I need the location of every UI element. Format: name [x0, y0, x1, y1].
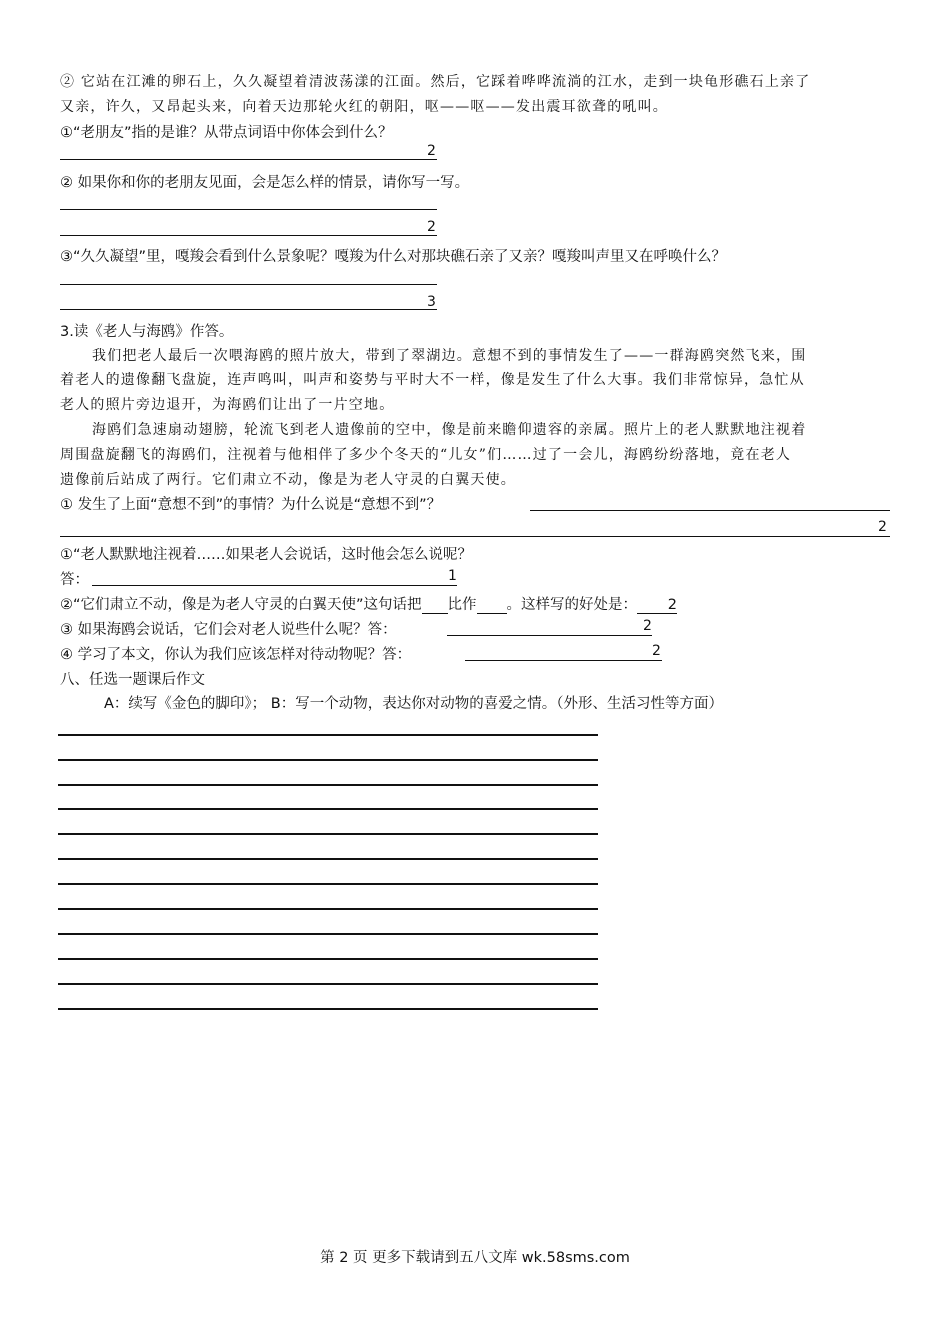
score-mark: 2: [652, 643, 661, 659]
question-part: 。这样写的好处是：: [506, 597, 638, 613]
section-title: 3.读《老人与海鸥》作答。: [60, 324, 234, 340]
answer-line[interactable]: [530, 510, 890, 511]
question-part: ②“它们肃立不动，像是为老人守灵的白翼天使”这句话把: [60, 597, 422, 613]
answer-label: 答：: [60, 572, 89, 588]
answer-line[interactable]: [60, 536, 890, 537]
question-text: [60, 593, 677, 614]
fill-blank[interactable]: [477, 597, 507, 614]
essay-prompt: A：续写《金色的脚印》； B：写一个动物，表达你对动物的喜爱之情。（外形、生活习性等方面）: [104, 696, 723, 712]
question-text: ③“久久凝望”里，嘎羧会看到什么景象呢？嘎羧为什么对那块礁石亲了又亲？嘎羧叫声里又在呼唤什么？: [60, 249, 727, 265]
question-text: ③ 如果海鸥会说话，它们会对老人说些什么呢？答：: [60, 622, 397, 638]
score-mark: 2: [427, 143, 436, 159]
passage-line: 我们把老人最后一次喂海鸥的照片放大，带到了翠湖边。意想不到的事情发生了——一群海鸥突然飞来，围: [92, 348, 807, 364]
essay-line[interactable]: [58, 908, 598, 910]
essay-line[interactable]: [58, 734, 598, 736]
passage-line: 又亲，许久，又昂起头来，向着天边那轮火红的朝阳，呕——呕——发出震耳欲聋的吼叫。: [60, 99, 668, 115]
question-text: ① 发生了上面“意想不到”的事情？为什么说是“意想不到”？: [60, 497, 442, 513]
essay-line[interactable]: [58, 808, 598, 810]
answer-line[interactable]: [60, 235, 437, 236]
question-part: 比作: [447, 597, 477, 613]
essay-line[interactable]: [58, 759, 598, 761]
score-mark: 2: [427, 219, 436, 235]
section-title: 八、任选一题课后作文: [60, 672, 205, 688]
essay-line[interactable]: [58, 1008, 598, 1010]
score-mark: 2: [637, 597, 677, 614]
fill-blank[interactable]: [422, 597, 448, 614]
passage-line: 遗像前后站成了两行。它们肃立不动，像是为老人守灵的白翼天使。: [60, 472, 516, 488]
answer-line[interactable]: [60, 284, 437, 285]
essay-line[interactable]: [58, 858, 598, 860]
answer-line[interactable]: [447, 635, 652, 636]
answer-line[interactable]: [60, 209, 437, 210]
essay-line[interactable]: [58, 883, 598, 885]
question-text: ④ 学习了本文，你认为我们应该怎样对待动物呢？答：: [60, 647, 412, 663]
essay-line[interactable]: [58, 784, 598, 786]
answer-line[interactable]: [60, 159, 437, 160]
question-text: ①“老朋友”指的是谁？从带点词语中你体会到什么？: [60, 125, 393, 141]
score-mark: 2: [878, 519, 887, 535]
score-mark: 3: [427, 294, 436, 310]
essay-line[interactable]: [58, 833, 598, 835]
essay-line[interactable]: [58, 958, 598, 960]
question-text: ② 如果你和你的老朋友见面，会是怎么样的情景，请你写一写。: [60, 175, 470, 191]
answer-line[interactable]: [465, 660, 662, 661]
answer-line[interactable]: [60, 309, 437, 310]
page-footer: 第 2 页 更多下载请到五八文库 wk.58sms.com: [320, 1250, 630, 1266]
score-mark: 2: [643, 618, 652, 634]
score-mark: 1: [448, 568, 457, 584]
passage-line: 海鸥们急速扇动翅膀，轮流飞到老人遗像前的空中，像是前来瞻仰遗容的亲属。照片上的老人默默地注视着: [92, 422, 807, 438]
passage-line: 老人的照片旁边退开，为海鸥们让出了一片空地。: [60, 397, 395, 413]
question-text: ①“老人默默地注视着……如果老人会说话，这时他会怎么说呢？: [60, 547, 473, 563]
passage-line: 周围盘旋翻飞的海鸥们，注视着与他相伴了多少个冬天的“儿女”们……过了一会儿，海鸥纷纷落地，竟在老人: [60, 447, 792, 463]
answer-line[interactable]: [92, 585, 457, 586]
passage-line: ② 它站在江滩的卵石上，久久凝望着清波荡漾的江面。然后，它踩着哗哗流淌的江水，走到一块龟形礁石上亲了: [60, 74, 811, 90]
essay-line[interactable]: [58, 983, 598, 985]
passage-line: 着老人的遗像翻飞盘旋，连声鸣叫，叫声和姿势与平时大不一样，像是发生了什么大事。我们非常惊异，急忙从: [60, 372, 805, 388]
essay-line[interactable]: [58, 933, 598, 935]
